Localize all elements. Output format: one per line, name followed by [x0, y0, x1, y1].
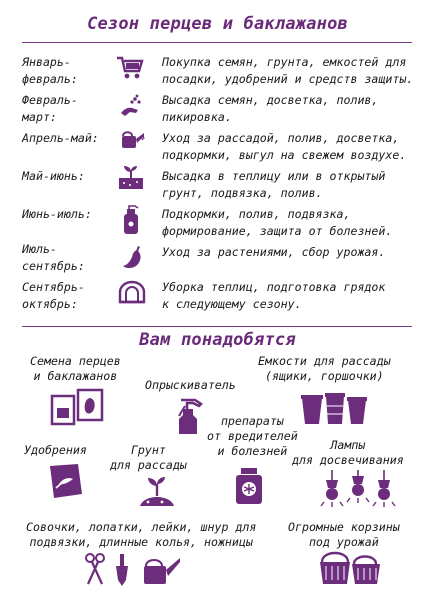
period-line: Январь-: [22, 55, 71, 69]
task-line: Высадка в теплицу или в открытый: [162, 169, 386, 183]
period-line: Май-июнь:: [22, 169, 85, 183]
task-line: Уход за рассадой, полив, досветка,: [162, 131, 400, 145]
period-apr-may: [22, 130, 122, 147]
soil-sprout-icon: [138, 472, 176, 508]
label-line: Емкости для рассады: [258, 354, 391, 368]
label-line: под урожай: [308, 535, 379, 549]
garden-tools-icon: [84, 552, 184, 588]
seed-packets-icon: [50, 388, 106, 426]
needs-title: Вам понадобятся: [139, 330, 296, 350]
label-line: Опрыскиватель: [145, 378, 236, 392]
period-feb-mar: [22, 92, 122, 126]
pots-icon: [300, 390, 368, 426]
label-line: Семена перцев: [30, 354, 121, 368]
period-sep-oct: [22, 279, 122, 313]
period-line: февраль:: [22, 72, 78, 86]
label-line: и баклажанов: [33, 369, 118, 383]
label-line: Совочки, лопатки, лейки, шнур для: [26, 520, 257, 534]
shopping-cart-icon: [116, 55, 144, 81]
task-line: грунт, подвязка, полив.: [162, 186, 323, 200]
task-jan-feb: [162, 54, 422, 88]
sprayer-label: [145, 378, 236, 393]
task-line: к следующему сезону.: [162, 297, 302, 311]
section-divider: [22, 326, 412, 327]
label-line: подвязки, длинные колья, ножницы: [29, 535, 253, 549]
protection-label: [207, 414, 298, 459]
period-jun-jul: [22, 206, 122, 223]
period-jul-sep: [22, 241, 122, 275]
lamps-icon: [318, 470, 398, 508]
task-may-jun: [162, 168, 422, 202]
task-line: подкормки, выгул на свежем воздухе.: [162, 148, 407, 162]
seed-sowing-icon: [118, 93, 144, 119]
period-line: Апрель-май:: [22, 131, 99, 145]
task-feb-mar: [162, 92, 422, 126]
label-line: (ящики, горшочки): [264, 369, 384, 383]
task-sep-oct: [162, 279, 422, 313]
seeds-label: [30, 354, 121, 384]
task-apr-may: [162, 130, 422, 164]
label-line: Удобрения: [24, 443, 87, 457]
period-line: Июль-: [22, 242, 57, 256]
seedling-bed-icon: [116, 163, 146, 191]
period-line: март:: [22, 110, 57, 124]
label-line: Лампы: [330, 438, 366, 452]
label-line: для рассады: [110, 458, 187, 472]
period-line: Июнь-июль:: [22, 207, 92, 221]
period-may-jun: [22, 168, 122, 185]
task-line: Уход за растениями, сбор урожая.: [162, 245, 386, 259]
task-line: Уборка теплиц, подготовка грядок: [162, 280, 386, 294]
fertilizer-bag-icon: [44, 460, 86, 502]
task-jul-sep: [162, 244, 422, 261]
task-line: Подкормки, полив, подвязка,: [162, 207, 351, 221]
season-title: Сезон перцев и баклажанов: [87, 14, 348, 34]
period-jan-feb: [22, 54, 122, 88]
greenhouse-icon: [118, 280, 146, 304]
label-line: и болезней: [217, 444, 288, 458]
label-line: препараты: [220, 414, 284, 428]
baskets-icon: [318, 548, 382, 586]
spray-bottle-icon: [121, 204, 141, 236]
containers-label: [258, 354, 391, 384]
task-line: посадки, удобрений и средств защиты.: [162, 72, 414, 86]
fertilizer-label: [24, 443, 87, 458]
label-line: для досвечивания: [292, 453, 404, 467]
watering-can-icon: [116, 127, 146, 153]
sprayer-icon: [171, 396, 205, 436]
task-line: пикировка.: [162, 110, 232, 124]
period-line: октябрь:: [22, 297, 78, 311]
period-line: Сентябрь-: [22, 280, 85, 294]
title-divider: [22, 42, 412, 43]
period-line: сентябрь:: [22, 259, 85, 273]
label-line: Огромные корзины: [288, 520, 400, 534]
task-line: Покупка семян, грунта, емкостей для: [162, 55, 407, 69]
label-line: от вредителей: [207, 429, 298, 443]
tools-label: [26, 520, 256, 550]
task-line: Высадка семян, досветка, полив,: [162, 93, 379, 107]
label-line: Грунт: [130, 443, 166, 457]
soil-label: [110, 443, 187, 473]
task-jun-jul: [162, 206, 422, 240]
eggplant-icon: [120, 244, 144, 270]
pesticide-bottle-icon: [232, 466, 266, 506]
period-line: Февраль-: [22, 93, 78, 107]
lamps-label: [292, 438, 404, 468]
task-line: формирование, защита от болезней.: [162, 224, 393, 238]
baskets-label: [288, 520, 400, 550]
